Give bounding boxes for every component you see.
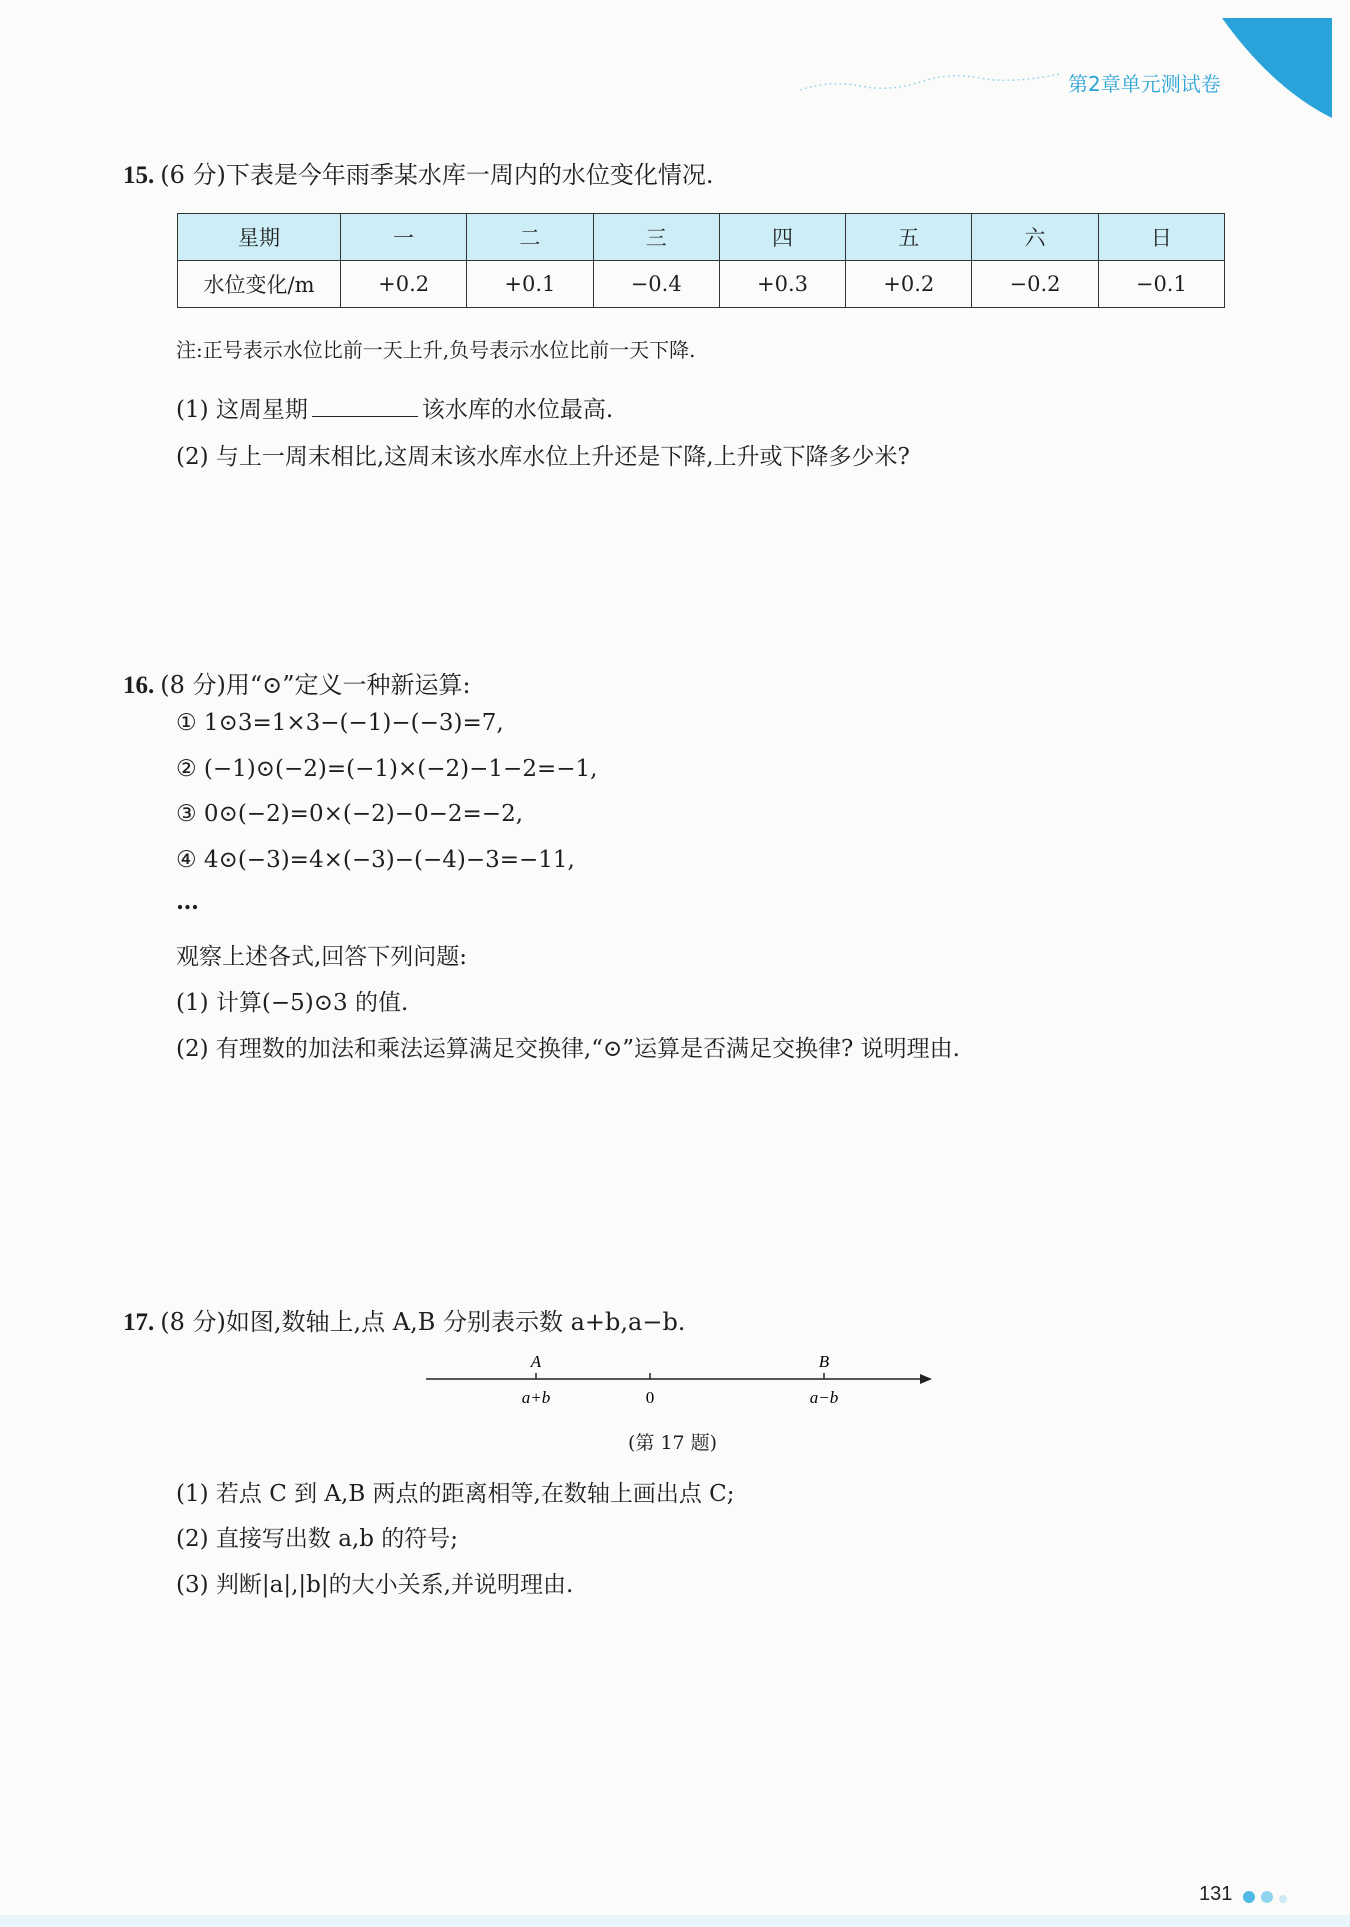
water-level-table — [177, 213, 1225, 308]
question-15-part-1 — [176, 391, 613, 424]
example-line: ② (−1)⊙(−2)=(−1)×(−2)−1−2=−1, — [176, 756, 598, 782]
table-cell: +0.3 — [719, 261, 845, 308]
question-text: (8 分)用“⊙”定义一种新运算: — [160, 671, 471, 699]
dot-icon — [1279, 1895, 1287, 1903]
number-line-figure — [420, 1345, 940, 1435]
dot-icon — [1243, 1891, 1255, 1903]
part-text: 该水库的水位最高. — [421, 397, 614, 423]
bottom-strip — [0, 1915, 1350, 1927]
origin-label: 0 — [645, 1388, 655, 1407]
table-header-cell: 一 — [341, 214, 467, 261]
table-cell: +0.1 — [467, 261, 593, 308]
question-text: (6 分)下表是今年雨季某水库一周内的水位变化情况. — [160, 161, 714, 189]
table-cell: −0.2 — [972, 261, 1098, 308]
table-cell: +0.2 — [341, 261, 467, 308]
question-16-part-2: (2) 有理数的加法和乘法运算满足交换律,“⊙”运算是否满足交换律? 说明理由. — [176, 1036, 960, 1062]
table-header-cell: 日 — [1098, 214, 1224, 261]
page-dots-decoration — [1243, 1888, 1293, 1907]
corner-decoration — [1202, 18, 1332, 118]
question-15-stem — [123, 155, 714, 190]
chapter-title: 第2章单元测试卷 — [1068, 72, 1221, 96]
example-line: ④ 4⊙(−3)=4×(−3)−(−4)−3=−11, — [176, 847, 575, 873]
table-header-cell: 五 — [846, 214, 972, 261]
table-header-row — [178, 214, 1225, 261]
question-17-part-1: (1) 若点 C 到 A,B 两点的距离相等,在数轴上画出点 C; — [176, 1481, 735, 1507]
point-b-value: a−b — [809, 1388, 839, 1407]
page-number: 131 — [1199, 1883, 1233, 1905]
question-16-part-1: (1) 计算(−5)⊙3 的值. — [176, 990, 409, 1016]
decorative-wave — [800, 60, 1060, 100]
table-header-cell: 二 — [467, 214, 593, 261]
part-text: (1) 这周星期 — [176, 397, 308, 423]
question-15-part-2: (2) 与上一周末相比,这周末该水库水位上升还是下降,上升或下降多少米? — [176, 444, 910, 470]
question-16-stem — [123, 665, 471, 700]
table-header-cell: 三 — [593, 214, 719, 261]
question-17-part-2: (2) 直接写出数 a,b 的符号; — [176, 1526, 459, 1552]
question-17-stem — [123, 1302, 685, 1337]
table-header-cell: 四 — [719, 214, 845, 261]
table-header-cell: 星期 — [178, 214, 341, 261]
question-number: 17. — [123, 1309, 155, 1336]
point-b-label: B — [818, 1352, 830, 1371]
table-note: 注:正号表示水位比前一天上升,负号表示水位比前一天下降. — [176, 338, 696, 362]
table-cell: +0.2 — [846, 261, 972, 308]
question-16-prompt: 观察上述各式,回答下列问题: — [176, 944, 468, 970]
answer-blank[interactable] — [312, 394, 418, 417]
table-cell: −0.4 — [593, 261, 719, 308]
table-cell: −0.1 — [1098, 261, 1224, 308]
table-header-cell: 六 — [972, 214, 1098, 261]
ellipsis: … — [176, 888, 199, 915]
dot-icon — [1261, 1891, 1273, 1903]
table-row — [178, 261, 1225, 308]
figure-caption: (第 17 题) — [628, 1432, 718, 1454]
question-number: 16. — [123, 672, 155, 699]
page-header — [0, 0, 1350, 130]
table-cell: 水位变化/m — [178, 261, 341, 308]
point-a-label: A — [530, 1352, 542, 1371]
number-line-arrow — [920, 1374, 932, 1384]
question-17-part-3: (3) 判断|a|,|b|的大小关系,并说明理由. — [176, 1572, 574, 1598]
point-a-value: a+b — [521, 1388, 551, 1407]
question-number: 15. — [123, 162, 155, 189]
question-text: (8 分)如图,数轴上,点 A,B 分别表示数 a+b,a−b. — [160, 1308, 686, 1336]
example-line: ① 1⊙3=1×3−(−1)−(−3)=7, — [176, 710, 504, 736]
example-line: ③ 0⊙(−2)=0×(−2)−0−2=−2, — [176, 801, 524, 827]
